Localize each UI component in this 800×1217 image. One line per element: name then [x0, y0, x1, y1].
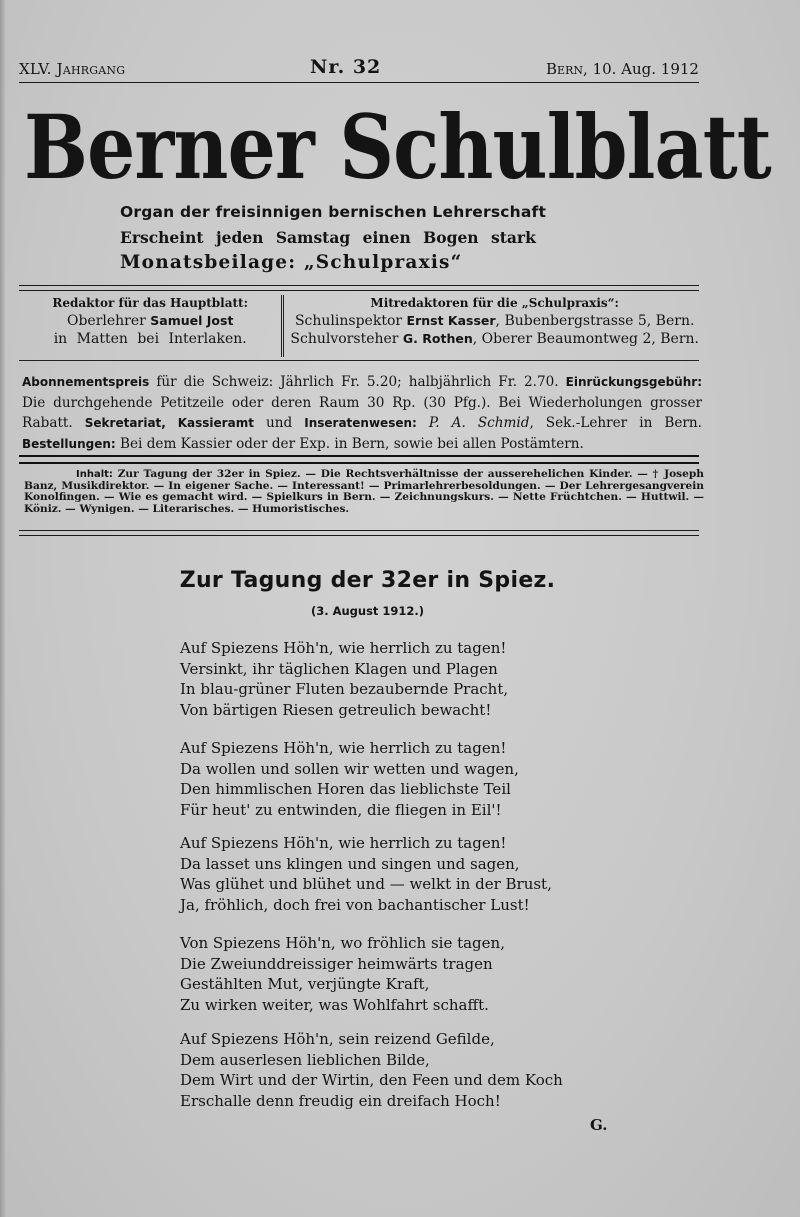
- editors-bottom-rule: [19, 360, 699, 361]
- co-editors-heading: Mitredaktoren für die „Schulpraxis“:: [370, 296, 619, 310]
- masthead-title-text: Berner Schulblatt: [24, 95, 771, 199]
- co-editor-1: [290, 312, 699, 330]
- contents-label: Inhalt:: [76, 469, 113, 480]
- double-rule-contents-top: [19, 455, 699, 464]
- label-orders: Bestellungen:: [22, 436, 116, 451]
- main-editor-name: Samuel Jost: [150, 313, 234, 328]
- contents-text: Zur Tagung der 32er in Spiez. — Die Rechtsverhältnisse der ausserehelichen Kinder. — † Joseph Banz, Musikdirektor. — In eigener Sache. — Interessant! — Primarlehrerbesoldungen. — Der Lehrergesangverein Konolfingen. — Wie es gemacht wird. — Spielkurs in Bern. — Zeichnungskurs. — Nette Früchtchen. — Huttwil. — Köniz. — Wynigen. — Literarisches. — Humoristisches.: [24, 468, 704, 515]
- verse-line: Ja, fröhlich, doch frei von bachantischer Lust!: [180, 895, 530, 914]
- contact-name: P. A. Schmid: [428, 415, 530, 431]
- verse-line: Zu wirken weiter, was Wohlfahrt schafft.: [180, 995, 489, 1014]
- dateline: [19, 52, 699, 78]
- table-of-contents: [24, 469, 704, 515]
- co-editor-2-name: G. Rothen: [402, 331, 473, 346]
- main-editor-line2: in Matten bei Interlaken.: [53, 331, 247, 347]
- verse-line: Auf Spiezens Höh'n, wie herrlich zu tagen!: [180, 739, 507, 757]
- article-title: Zur Tagung der 32er in Spiez.: [179, 568, 556, 593]
- volume-label: XLV. Jahrgang: [19, 60, 126, 78]
- verse-line: Da lasset uns klingen und singen und sagen,: [180, 854, 520, 873]
- insertion-fee-text: Die durchgehende Petitzeile oder deren Raum 30 Rp. (30 Pfg.). Bei Wiederholungen grosser Rabatt.: [22, 394, 702, 431]
- co-editor-1-address: , Bubenbergstrasse 5, Bern.: [495, 313, 695, 329]
- label-secretariat: Sekretariat, Kassieramt: [84, 416, 254, 430]
- verse-line: Gestählten Mut, verjüngte Kraft,: [180, 975, 430, 993]
- and-text: und: [253, 415, 305, 431]
- verse-line: Von bärtigen Riesen getreulich bewacht!: [180, 700, 492, 719]
- label-insertion-fee: Einrückungsgebühr:: [565, 375, 702, 389]
- co-editor-2-address: , Oberer Beaumontweg 2, Bern.: [472, 331, 699, 347]
- header-rule: [19, 82, 699, 83]
- verse-line: Da wollen und sollen wir wetten und wagen,: [180, 759, 519, 778]
- date-text: 10. Aug. 1912: [592, 60, 699, 78]
- subscription-info: [22, 372, 702, 454]
- main-editor-heading: Redaktor für das Hauptblatt:: [52, 296, 249, 310]
- verse-line: Für heut' zu entwinden, die fliegen in Eil'!: [180, 800, 502, 819]
- verse-line: Auf Spiezens Höh'n, wie herrlich zu tagen!: [180, 639, 507, 657]
- double-rule-contents-bottom: [19, 530, 699, 536]
- masthead-subtitle-supplement: Monatsbeilage: „Schulpraxis“: [120, 252, 463, 273]
- co-editor-2: [290, 330, 699, 348]
- main-editor-title: Oberlehrer: [66, 313, 151, 329]
- double-rule-editors-top: [19, 285, 699, 291]
- stanza-2: [180, 738, 620, 820]
- author-signature: G.: [590, 1116, 608, 1134]
- verse-line: Von Spiezens Höh'n, wo fröhlich sie tagen,: [180, 934, 505, 952]
- issue-date: Bern, 10. Aug. 1912: [546, 60, 699, 78]
- verse-line: Dem Wirt und der Wirtin, den Feen und dem Koch: [180, 1071, 563, 1089]
- masthead-subtitle-organ: Organ der freisinnigen bernischen Lehrerschaft: [120, 203, 547, 221]
- label-subscription-price: Abonnementspreis: [22, 375, 150, 389]
- orders-text: Bei dem Kassier oder der Exp. in Bern, sowie bei allen Postämtern.: [115, 435, 584, 452]
- verse-line: Auf Spiezens Höh'n, wie herrlich zu tagen!: [180, 834, 507, 852]
- verse-line: Die Zweiunddreissiger heimwärts tragen: [180, 954, 493, 973]
- issue-number: Nr. 32: [309, 56, 382, 78]
- main-editor: [19, 295, 284, 357]
- co-editor-1-name: Ernst Kasser: [406, 313, 496, 328]
- editors-box: [19, 295, 699, 357]
- main-editor-line1: [19, 312, 281, 330]
- stanza-5: [180, 1029, 620, 1111]
- stanza-4: [180, 933, 620, 1015]
- verse-line: Auf Spiezens Höh'n, sein reizend Gefilde,: [180, 1030, 495, 1048]
- verse-line: Was glühet und blühet und — welkt in der Brust,: [180, 875, 552, 893]
- verse-line: Versinkt, ihr täglichen Klagen und Plagen: [180, 659, 498, 678]
- verse-line: Den himmlischen Horen das lieblichste Teil: [180, 780, 511, 798]
- masthead-title: [24, 92, 771, 202]
- verse-line: Dem auserlesen lieblichen Bilde,: [180, 1050, 430, 1069]
- co-editor-1-title: Schulinspektor: [294, 313, 407, 329]
- stanza-1: [180, 638, 620, 720]
- article-date: (3. August 1912.): [310, 604, 425, 618]
- contact-text: , Sek.-Lehrer in Bern.: [529, 415, 702, 431]
- place: Bern: [546, 60, 583, 78]
- verse-line: Erschalle denn freudig ein dreifach Hoch!: [180, 1091, 501, 1110]
- stanza-3: [180, 833, 620, 915]
- verse-line: In blau-grüner Fluten bezaubernde Pracht,: [180, 680, 509, 698]
- masthead-subtitle-schedule: Erscheint jeden Samstag einen Bogen stark: [120, 228, 536, 247]
- co-editors: [284, 295, 699, 357]
- label-advertising: Inseratenwesen:: [304, 416, 417, 430]
- subscription-price-text: für die Schweiz: Jährlich Fr. 5.20; halbjährlich Fr. 2.70.: [149, 374, 566, 390]
- co-editor-2-title: Schulvorsteher: [290, 331, 403, 347]
